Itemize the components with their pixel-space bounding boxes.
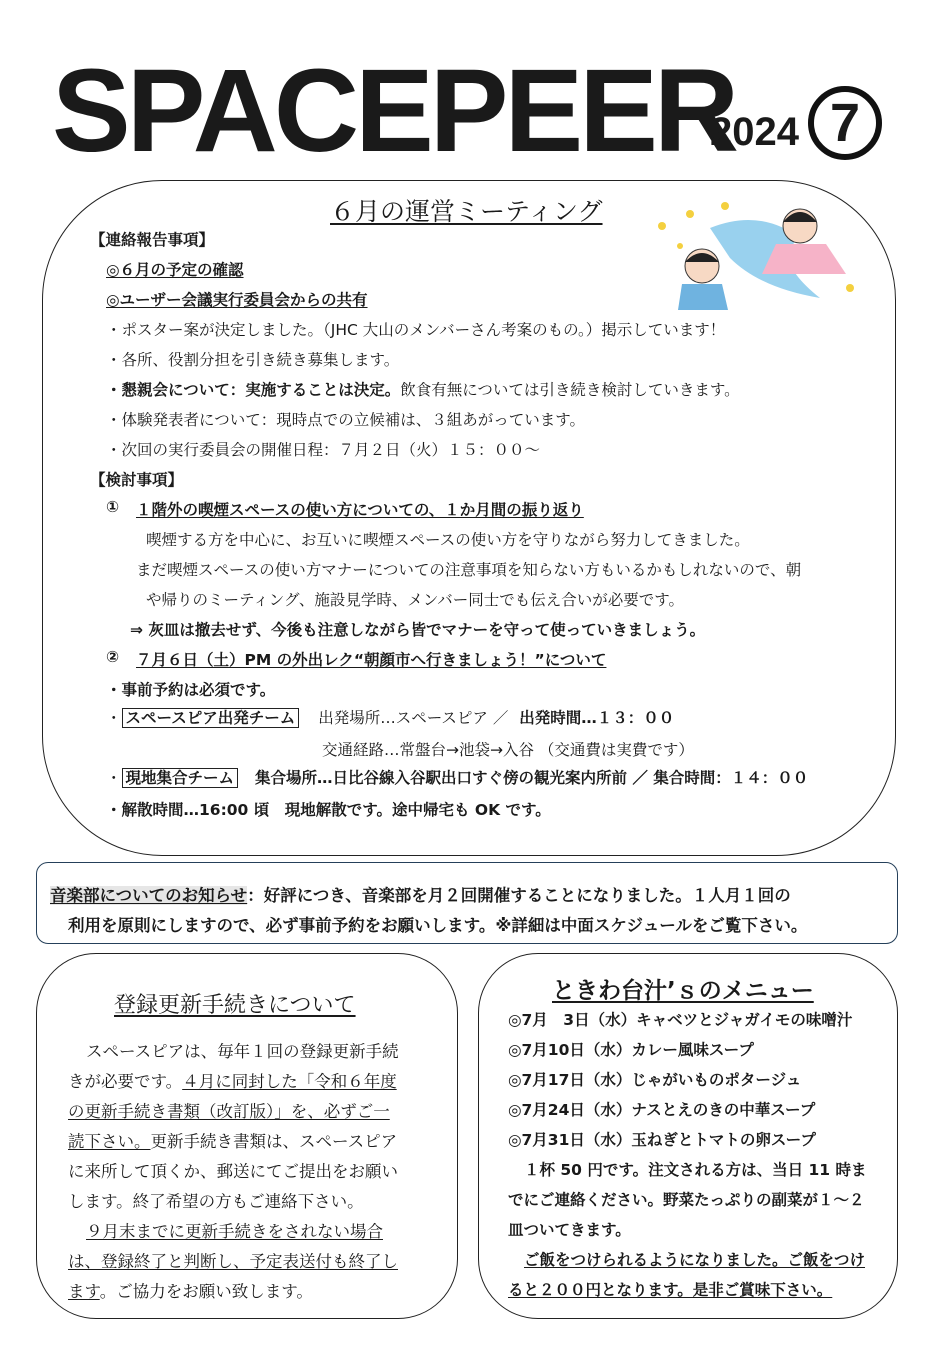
renewal-emphasis: 読下さい。 (68, 1132, 151, 1151)
music-notice-line-2: 利用を原則にしますので、必ず事前予約をお願いします。※詳細は中面スケジュールをご覧下さい。 (68, 916, 808, 935)
topic2-title: ７月６日（土）PM の外出レク“朝顔市へ行きましょう！”について (136, 651, 607, 669)
section-review-heading: 【検討事項】 (90, 471, 184, 489)
team2-label: 現地集合チーム (122, 768, 239, 788)
dismissal-time: ・解散時間…16:00 頃 現地解散です。途中帰宅も OK です。 (106, 801, 551, 819)
menu-item: ◎7月31日（水）玉ねぎとトマトの卵スープ (508, 1131, 816, 1149)
section-report-heading: 【連絡報告事項】 (90, 231, 215, 249)
renewal-text: 。ご協力をお願い致します。 (99, 1282, 313, 1301)
renewal-line-7: ９月末までに更新手続きをされない場合 (86, 1222, 383, 1241)
team2-row (106, 766, 808, 788)
renewal-emphasis: ます (68, 1282, 100, 1301)
item-presenters: ・体験発表者について：現時点での立候補は、３組あがっています。 (106, 411, 585, 429)
topic1-number: ① (106, 498, 120, 516)
menu-note-1: １杯 50 円です。注文される方は、当日 11 時ま (524, 1161, 867, 1179)
reserve-required: ・事前予約は必須です。 (106, 681, 276, 699)
renewal-title: 登録更新手続きについて (114, 993, 356, 1018)
renewal-line-2 (68, 1068, 397, 1092)
renewal-text: きが必要です。 (68, 1072, 183, 1091)
renewal-line-5: に来所して頂くか、郵送にてご提出をお願い (68, 1162, 398, 1181)
team1-route: 交通経路…常盤台→池袋→入谷 （交通費は実費です） (322, 741, 694, 759)
sub-june-schedule: ◎６月の予定の確認 (106, 261, 244, 279)
masthead-year: 2024 (710, 110, 799, 154)
team1-time: 出発時間…１３：００ (519, 709, 675, 727)
item-social-bold: ・懇親会について：実施することは決定。 (106, 381, 401, 399)
masthead-title: SPACEPEER (52, 45, 736, 177)
renewal-line-9 (68, 1278, 313, 1302)
topic1-paragraph-2: まだ喫煙スペースの使い方マナーについての注意事項を知らない方もいるかもしれないので、朝 (136, 561, 802, 579)
renewal-emphasis: ４月に同封した「令和６年度 (182, 1072, 397, 1091)
menu-item: ◎7月24日（水）ナスとえのきの中華スープ (508, 1101, 816, 1119)
music-notice-heading: 音楽部についてのお知らせ (50, 886, 248, 905)
item-poster: ・ポスター案が決定しました。（JHC 大山のメンバーさん考案のもの。）掲示しています！ (106, 321, 726, 339)
tanabata-illustration (650, 188, 870, 318)
sub-user-committee: ◎ユーザー会議実行委員会からの共有 (106, 291, 368, 309)
music-notice-line-1 (50, 882, 791, 906)
renewal-line-8: は、登録終了と判断し、予定表送付も終了し (68, 1252, 398, 1271)
team1-label: スペースピア出発チーム (122, 708, 300, 728)
menu-note-3: 皿ついてきます。 (508, 1221, 631, 1239)
menu-item: ◎7月 3日（水）キャベツとジャガイモの味噌汁 (508, 1011, 853, 1029)
menu-item: ◎7月10日（水）カレー風味スープ (508, 1041, 754, 1059)
topic1-conclusion: ⇒ 灰皿は撤去せず、今後も注意しながら皆でマナーを守って使っていきましょう。 (130, 621, 706, 639)
renewal-line-3: の更新手続き書類（改訂版）」を、必ずご一 (68, 1102, 390, 1121)
issue-number-badge: 7 (808, 86, 882, 160)
menu-note-2: でにご連絡ください。野菜たっぷりの副菜が１～２ (508, 1191, 865, 1209)
item-roles: ・各所、役割分担を引き続き募集します。 (106, 351, 400, 369)
item-next-meeting: ・次回の実行委員会の開催日程：７月２日（火）１５：００～ (106, 441, 541, 459)
bullet: ・ (106, 709, 122, 727)
menu-item: ◎7月17日（水）じゃがいものポタージュ (508, 1071, 802, 1089)
item-social-rest: 飲食有無については引き続き検討していきます。 (400, 381, 740, 399)
menu-note-5: ると２００円となります。是非ご賞味下さい。 (508, 1281, 833, 1299)
topic1-paragraph-3: や帰りのミーティング、施設見学時、メンバー同士でも伝え合いが必要です。 (146, 591, 685, 609)
item-social (106, 378, 740, 400)
meeting-title: ６月の運営ミーティング (330, 197, 603, 226)
team1-place: 出発場所…スペースピア ／ (318, 709, 509, 727)
bullet: ・ (106, 769, 122, 787)
topic1-title: １階外の喫煙スペースの使い方についての、１か月間の振り返り (136, 501, 584, 519)
music-notice-text-1: ：好評につき、音楽部を月２回開催することになりました。１人月１回の (247, 886, 791, 905)
renewal-line-4 (68, 1128, 397, 1152)
renewal-text: 更新手続き書類は、スペースピア (150, 1132, 398, 1151)
team2-info: 集合場所…日比谷線入谷駅出口すぐ傍の観光案内所前 ／ 集合時間：１４：００ (254, 769, 809, 787)
topic1-paragraph-1: 喫煙する方を中心に、お互いに喫煙スペースの使い方を守りながら努力してきました。 (146, 531, 750, 549)
team1-row (106, 706, 674, 728)
menu-title: ときわ台汁’ｓのメニュー (552, 978, 814, 1004)
topic2-number: ② (106, 648, 120, 666)
menu-note-4: ご飯をつけられるようになりました。ご飯をつけ (524, 1251, 866, 1269)
renewal-line-6: します。終了希望の方もご連絡下さい。 (68, 1192, 364, 1211)
renewal-line-1: スペースピアは、毎年１回の登録更新手続 (86, 1042, 399, 1061)
